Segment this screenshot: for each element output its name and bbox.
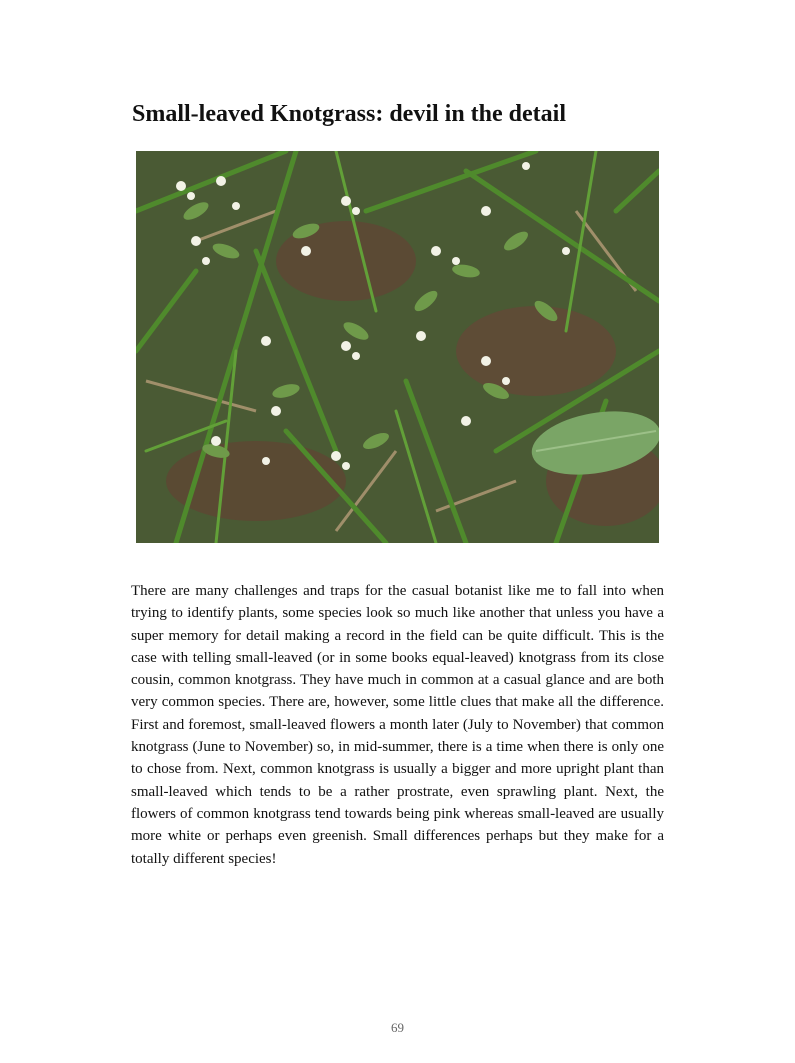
knotgrass-illustration (136, 151, 659, 543)
page-number: 69 (391, 1020, 404, 1035)
knotgrass-photo (136, 151, 659, 543)
page-title: Small-leaved Knotgrass: devil in the detail (132, 101, 566, 127)
body-paragraph: There are many challenges and traps for the casual botanist like me to fall into when trying to identify plants, some species look so much like another that unless you have a super memory for detail making a record in the field can be quite difficult. This is the case with telling small-leaved (or in some books equal-leaved) knotgrass from its close cousin, common knotgrass. They have much in common at a casual glance and are both very common species. There are, however, some little clues that make all the difference. First and foremost, small-leaved flowers a month later (July to November) that common knotgrass (June to November) so, in mid-summer, there is a time when there is only one to chose from. Next, common knotgrass is usually a bigger and more upright plant than small-leaved which tends to be a rather prostrate, even sprawling plant. Next, the flowers of common knotgrass tend towards being pink whereas small-leaved are usually more white or perhaps even greenish. Small differences perhaps but they make for a totally different species! (131, 583, 664, 867)
